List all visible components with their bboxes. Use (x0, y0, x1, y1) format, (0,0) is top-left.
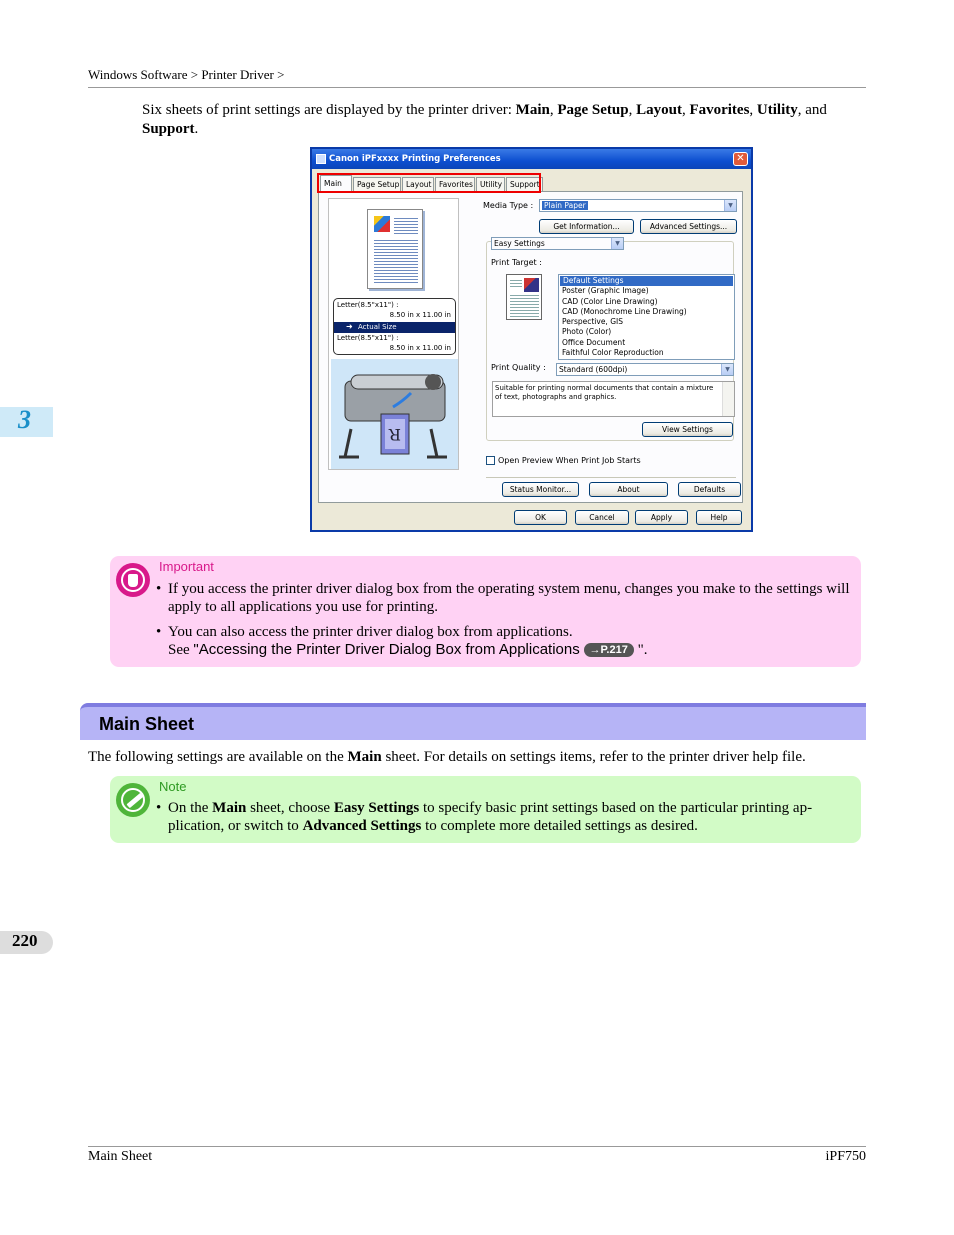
separator (486, 477, 736, 478)
page-number-tab (0, 931, 53, 954)
photo-thumbnail-icon (374, 216, 390, 232)
section-header (80, 703, 866, 740)
print-target-list[interactable] (558, 274, 735, 360)
arrow-down-icon: ➜ (346, 322, 353, 331)
chevron-down-icon: ▼ (611, 238, 623, 249)
list-item[interactable]: Faithful Color Reproduction (562, 348, 664, 358)
status-monitor-button[interactable]: Status Monitor... (502, 482, 579, 497)
description-scrollbar[interactable] (722, 382, 734, 416)
important-label: Important (159, 559, 214, 574)
dialog-title: Canon iPFxxxx Printing Preferences (329, 154, 501, 164)
list-item[interactable]: Photo (Color) (562, 327, 612, 337)
print-quality-select[interactable]: Standard (600dpi) ▼ (556, 363, 734, 376)
page-reference-badge[interactable]: →P.217 (584, 643, 634, 657)
dialog-title-bar (312, 149, 751, 169)
print-quality-label: Print Quality : (491, 363, 546, 372)
defaults-button[interactable]: Defaults (678, 482, 741, 497)
list-item[interactable]: CAD (Monochrome Line Drawing) (562, 306, 687, 316)
open-preview-checkbox[interactable] (486, 456, 495, 465)
footer-rule (88, 1146, 866, 1147)
chapter-tab (0, 407, 53, 437)
view-settings-button[interactable]: View Settings (642, 422, 733, 437)
cancel-button[interactable]: Cancel (575, 510, 629, 525)
about-button[interactable]: About (589, 482, 668, 497)
hand-stop-icon (116, 563, 150, 597)
media-type-select[interactable]: Plain Paper ▼ (539, 199, 737, 212)
footer-model-name: iPF750 (825, 1149, 866, 1164)
important-box: Important • If you access the printer driver dialog box from the operating system menu, changes you make to the settings will apply to all applications you use for printing. • You can also access the printer driver dialog box from applications. See "Accessing the Printer Driver Dialog Box from Applications →P.217 ". (110, 556, 861, 667)
settings-mode-select[interactable]: Easy Settings ▼ (491, 237, 624, 250)
svg-text:R: R (388, 425, 401, 444)
page-number: 220 (12, 931, 38, 950)
settings-preview (328, 198, 459, 470)
chapter-number: 3 (18, 405, 31, 434)
close-icon[interactable]: ✕ (733, 152, 748, 166)
intro-paragraph: Six sheets of print settings are displayed by the printer driver: Main, Page Setup, Layout, Favorites, Utility, and Support. (142, 102, 827, 137)
print-target-label: Print Target : (491, 258, 542, 267)
important-item-2: You can also access the printer driver dialog box from applications. See "Accessing the Printer Driver Dialog Box from Applications →P.217 ". (168, 624, 648, 658)
footer-section-name: Main Sheet (88, 1149, 153, 1164)
note-item-1: On the Main sheet, choose Easy Settings to specify basic print settings based on the particular printing ap-plication, or switch to Advanced Settings to complete more detailed settings as desired. (168, 800, 813, 834)
paper-size-info: Letter(8.5"x11") : 8.50 in x 11.00 in ➜ Actual Size Letter(8.5"x11") : 8.50 in x 11.00 in (333, 298, 456, 355)
main-sheet-paragraph: The following settings are available on the Main sheet. For details on settings items, refer to the printer driver help file. (88, 749, 806, 765)
advanced-settings-button[interactable]: Advanced Settings... (640, 219, 737, 234)
chevron-down-icon: ▼ (724, 200, 736, 211)
list-item[interactable]: Perspective, GIS (562, 317, 623, 327)
ok-button[interactable]: OK (514, 510, 567, 525)
tab-favorites[interactable]: Favorites (435, 177, 475, 191)
breadcrumb: Windows Software > Printer Driver > (88, 67, 285, 82)
tab-layout[interactable]: Layout (402, 177, 434, 191)
help-button[interactable]: Help (696, 510, 742, 525)
section-title: Main Sheet (99, 714, 195, 734)
print-target-description: Suitable for printing normal documents that contain a mixture of text, photographs and graphics. (492, 381, 735, 417)
tab-main[interactable]: Main (320, 175, 352, 192)
tab-support[interactable]: Support (506, 177, 543, 191)
printer-app-icon (316, 154, 326, 164)
tabs-highlight-frame (317, 173, 541, 193)
list-item[interactable]: Poster (Graphic Image) (562, 286, 649, 296)
list-item[interactable]: CAD (Color Line Drawing) (562, 296, 658, 306)
note-box: Note • On the Main sheet, choose Easy Settings to specify basic print settings based on the particular printing ap-plication, or switch to Advanced Settings to complete more detailed settings as desired. (110, 776, 861, 843)
apply-button[interactable]: Apply (635, 510, 688, 525)
open-preview-label: Open Preview When Print Job Starts (498, 456, 641, 465)
paper-preview (367, 209, 423, 289)
header-rule (88, 87, 866, 88)
pencil-icon (116, 783, 150, 817)
important-item-1: If you access the printer driver dialog box from the operating system menu, changes you make to the settings will apply to all applications you use for printing. (168, 581, 850, 615)
printer-icon (331, 359, 458, 469)
list-item[interactable]: Default Settings (560, 276, 733, 286)
printing-preferences-dialog (310, 147, 753, 532)
printer-illustration (331, 359, 458, 469)
actual-size-band: ➜ Actual Size (334, 322, 455, 333)
main-sheet-panel (318, 191, 743, 503)
list-item[interactable]: Office Document (562, 337, 626, 347)
media-type-label: Media Type : (483, 201, 534, 210)
cross-reference-link[interactable]: "Accessing the Printer Driver Dialog Box from Applications (193, 641, 580, 658)
get-information-button[interactable]: Get Information... (539, 219, 634, 234)
chevron-down-icon: ▼ (721, 364, 733, 375)
print-target-preview-icon (506, 274, 542, 320)
tab-page-setup[interactable]: Page Setup (353, 177, 401, 191)
note-label: Note (159, 779, 187, 794)
tab-utility[interactable]: Utility (476, 177, 505, 191)
